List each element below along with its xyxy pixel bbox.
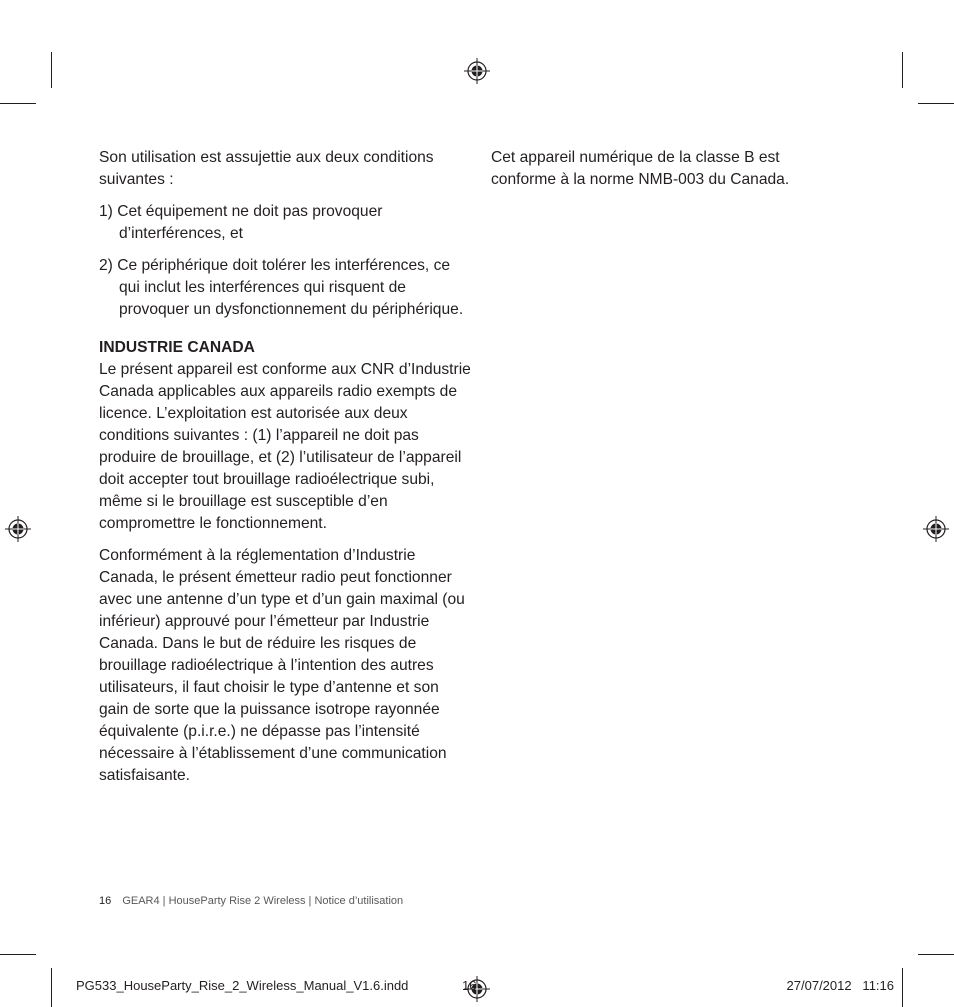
crop-mark-bottom-left-vertical (51, 968, 52, 1007)
crop-mark-bottom-right-vertical (902, 968, 903, 1007)
slug-date-time: 27/07/2012 11:16 (786, 978, 894, 993)
crop-mark-bottom-right-horizontal (918, 954, 954, 955)
page-footer (99, 895, 403, 907)
antenna-paragraph: Conformément à la réglementation d’Industrie Canada, le présent émetteur radio peut fonctionner avec une antenne d’un type et d’un gain maximal (ou inférieur) approuvé pour l’émetteur par Industrie Canada. Dans le but de réduire les risques de brouillage radioélectrique à l’intention des autres utilisateurs, il faut choisir le type d’antenne et son gain de sorte que la puissance isotrope rayonnée équivalente (p.i.r.e.) ne dépasse pas l’intensité nécessaire à l’établissement d’une communication satisfaisante. (99, 547, 465, 784)
page-number: 16 (99, 895, 112, 907)
registration-mark-left-icon (5, 516, 31, 542)
right-column (491, 147, 831, 191)
class-b-paragraph: Cet appareil numérique de la classe B est conforme à la norme NMB-003 du Canada. (491, 149, 790, 188)
condition-item-2: 2) Ce périphérique doit tolérer les interférences, ce qui inclut les interférences qui risquent de provoquer un dysfonctionnement du périphérique. (99, 257, 464, 318)
crop-mark-top-right-vertical (902, 52, 903, 88)
running-title: GEAR4 | HouseParty Rise 2 Wireless | Notice d’utilisation (122, 895, 404, 907)
slug-filename: PG533_HouseParty_Rise_2_Wireless_Manual_V1.6.indd (76, 978, 409, 993)
slug-page: 16 (462, 978, 477, 993)
registration-mark-top-icon (464, 58, 490, 84)
compliance-paragraph: Le présent appareil est conforme aux CNR d’Industrie Canada applicables aux appareils radio exempts de licence. L’exploitation est autorisée aux deux conditions suivantes : (1) l’appareil ne doit pas produire de brouillage, et (2) l’utilisateur de l’appareil doit accepter tout brouillage radioélectrique subi, même si le brouillage est susceptible d’en compromettre le fonctionnement. (99, 361, 471, 532)
registration-mark-right-icon (923, 516, 949, 542)
industrie-canada-section (99, 337, 471, 787)
section-heading: INDUSTRIE CANADA (99, 339, 255, 356)
crop-mark-top-left-vertical (51, 52, 52, 88)
crop-mark-top-right-horizontal (918, 103, 954, 104)
crop-mark-top-left-horizontal (0, 103, 36, 104)
condition-item-1: 1) Cet équipement ne doit pas provoquer d’interférences, et (99, 203, 383, 242)
intro-paragraph: Son utilisation est assujettie aux deux conditions suivantes : (99, 149, 434, 188)
left-column (99, 147, 471, 787)
crop-mark-bottom-left-horizontal (0, 954, 36, 955)
